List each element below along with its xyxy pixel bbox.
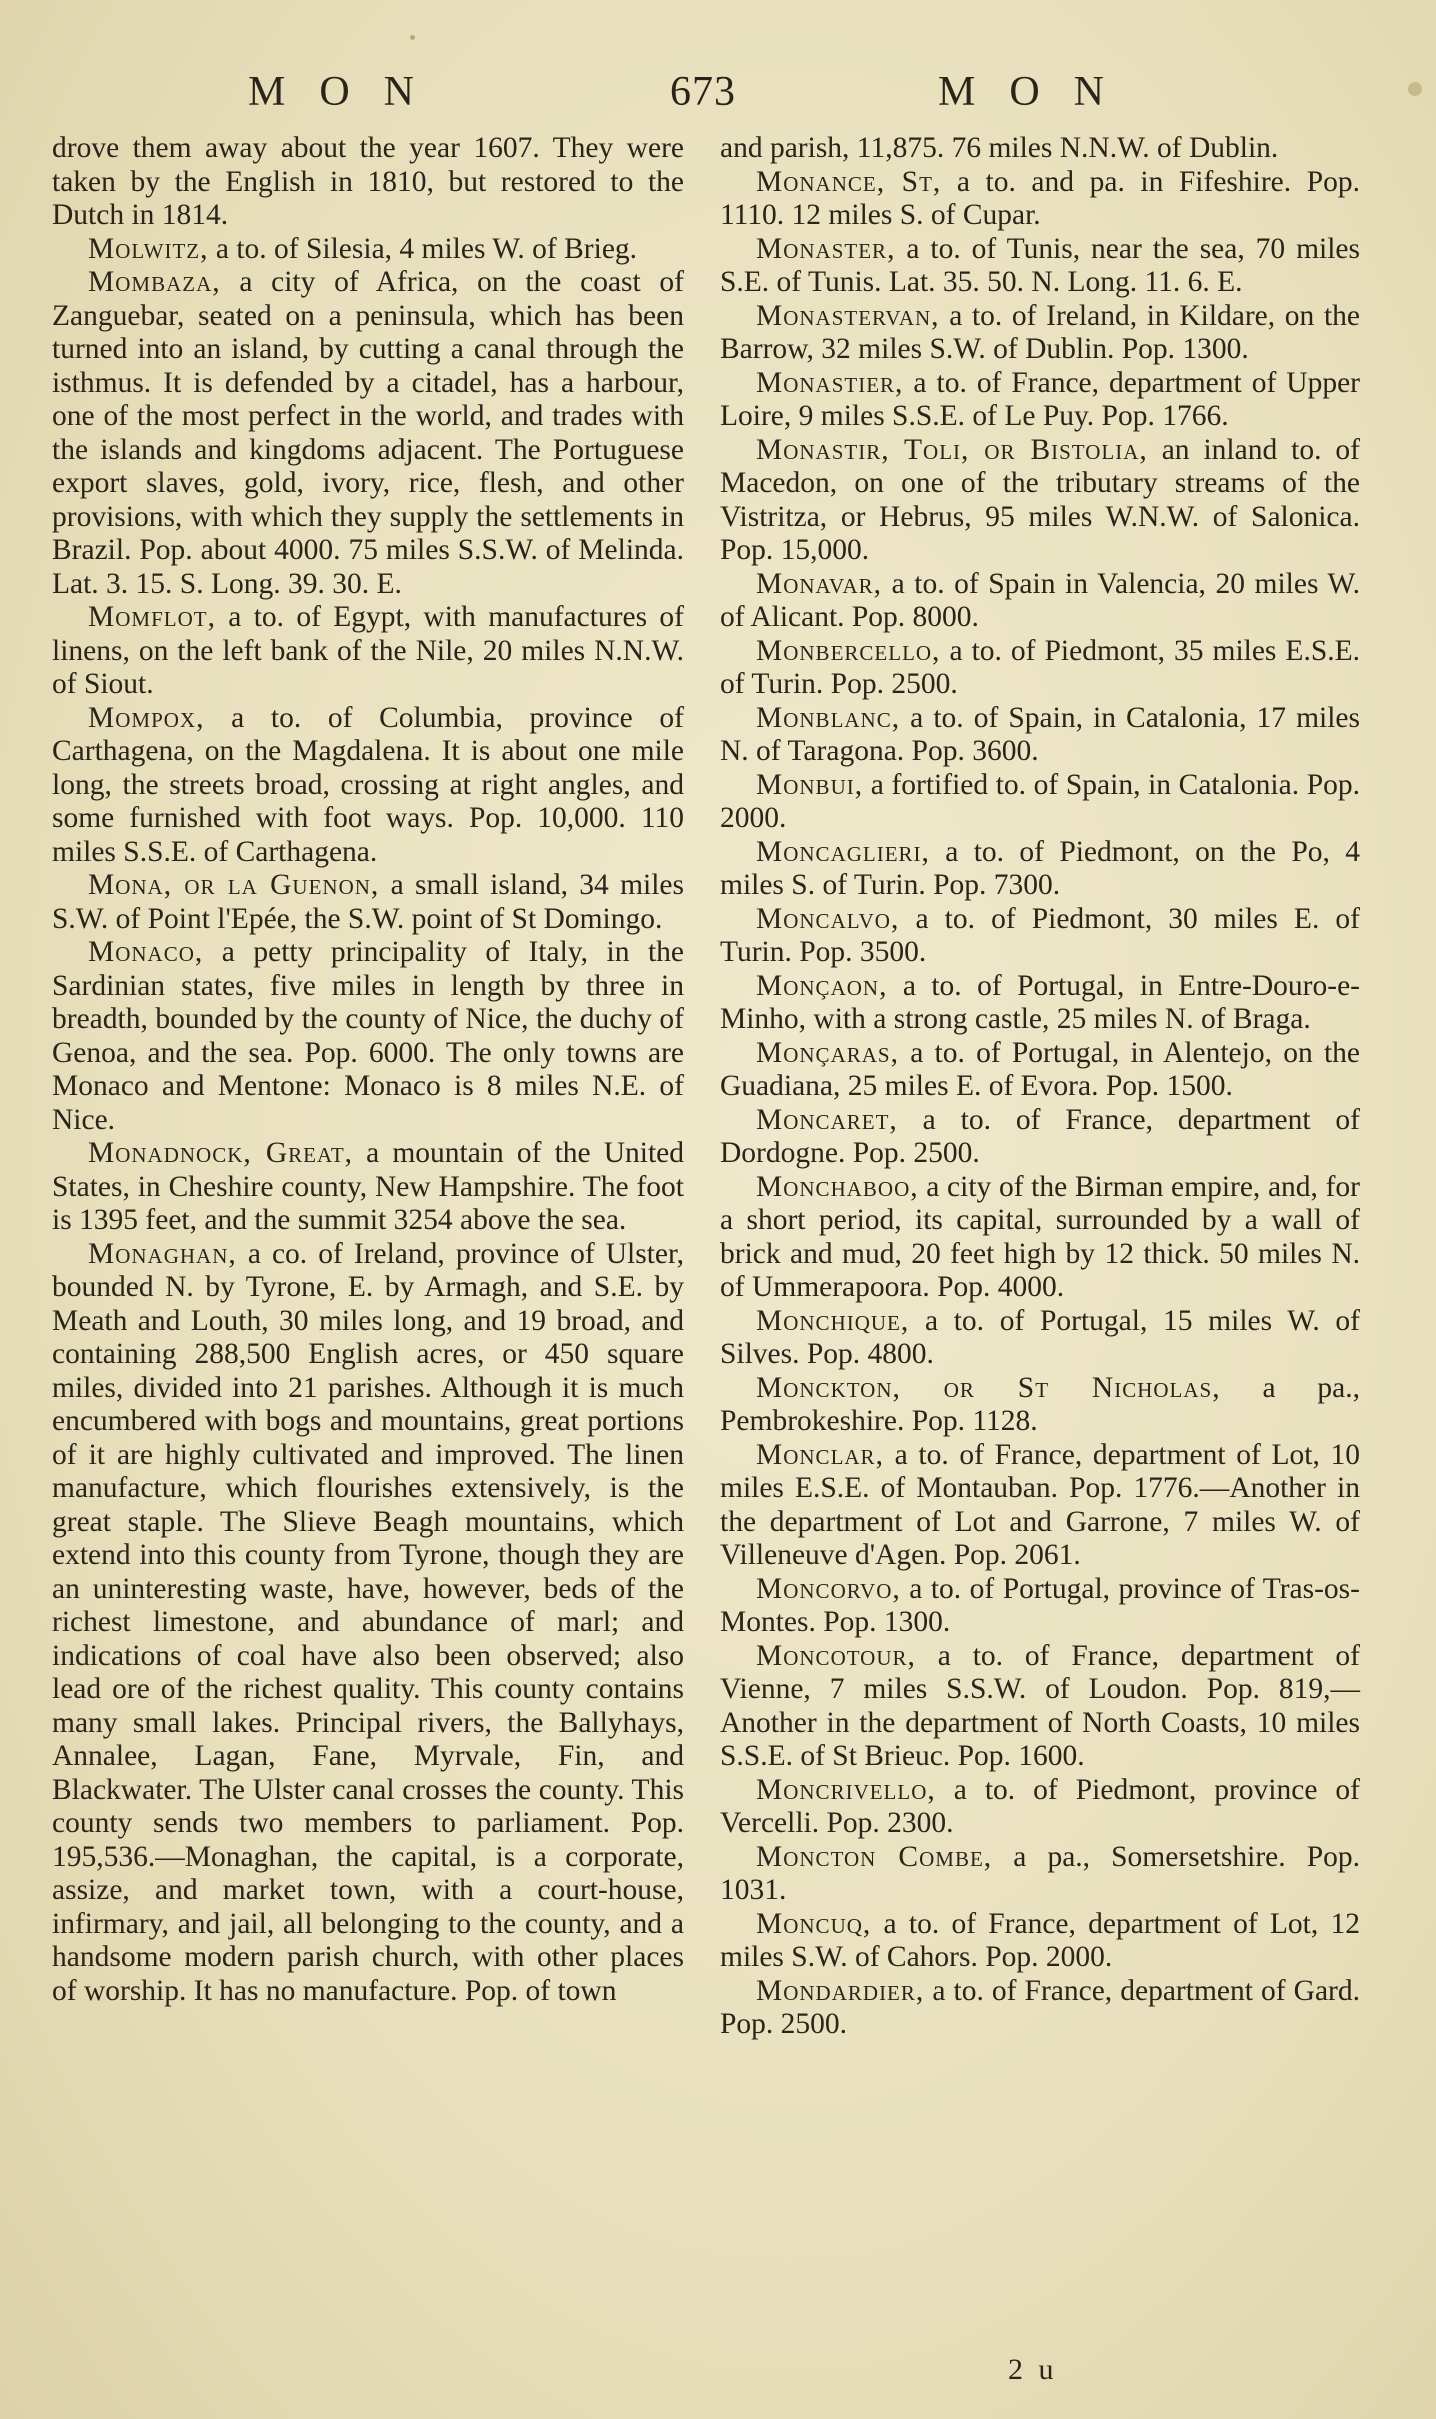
entry-headword: Mombaza, <box>88 266 221 298</box>
gazetteer-entry <box>720 1305 1360 1372</box>
left-column <box>52 132 684 2008</box>
printer-signature: 2 u <box>1008 2353 1058 2386</box>
gazetteer-entry <box>720 635 1360 702</box>
entry-headword: Moncalvo, <box>756 902 900 935</box>
entry-headword: Monaco, <box>88 936 204 968</box>
gazetteer-entry <box>720 1640 1360 1774</box>
gazetteer-entry <box>720 702 1360 769</box>
entry-text: a to. of France, department of Upper Loire, 9 miles S.S.E. of Le Puy. Pop. 1766. <box>720 366 1360 432</box>
gazetteer-entry <box>720 568 1360 635</box>
gazetteer-entry <box>720 970 1360 1037</box>
gazetteer-entry <box>720 166 1360 233</box>
entry-headword: Monchique, <box>756 1304 910 1337</box>
gazetteer-entry <box>720 1975 1360 2042</box>
entry-text: a to. of France, department of Gard. Pop. 2500. <box>720 1974 1360 2040</box>
entry-headword: Monadnock, Great, <box>88 1137 354 1169</box>
header-left-word: MON <box>248 69 449 115</box>
running-header <box>0 68 1436 128</box>
gazetteer-entry <box>720 769 1360 836</box>
entry-headword: Moncaret, <box>756 1103 898 1136</box>
gazetteer-entry <box>720 836 1360 903</box>
entry-text: drove them away about the year 1607. They were taken by the English in 1810, but restored to the Dutch in 1814. <box>52 132 684 231</box>
gazetteer-entry <box>52 1137 684 1238</box>
gazetteer-entry <box>720 1037 1360 1104</box>
entry-text: a to. and pa. in Fifeshire. Pop. 1110. 12 miles S. of Cupar. <box>720 165 1360 231</box>
entry-text: a petty principality of Italy, in the Sardinian states, five miles in length by three in breadth, bounded by the county of Nice, the duchy of Genoa, and the sea. Pop. 6000. The only towns are Monaco and Mentone: Monaco is 8 miles N.E. of Nice. <box>52 936 684 1136</box>
entry-headword: Mona, or la Guenon, <box>88 869 380 901</box>
entry-headword: Moncuq, <box>756 1907 872 1940</box>
entry-headword: Monblanc, <box>756 701 901 734</box>
entry-text: a to. of Ireland, in Kildare, on the Barrow, 32 miles S.W. of Dublin. Pop. 1300. <box>720 299 1360 365</box>
gazetteer-entry <box>52 601 684 702</box>
header-right-word: MON <box>938 69 1139 115</box>
entry-headword: Monbui, <box>756 768 864 801</box>
entry-text: a pa., Somersetshire. Pop. 1031. <box>720 1840 1360 1906</box>
entry-headword: Monchaboo, <box>756 1170 919 1203</box>
gazetteer-entry <box>720 1104 1360 1171</box>
entry-headword: Momflot, <box>88 601 216 633</box>
entry-text: a to. of Piedmont, province of Vercelli. Pop. 2300. <box>720 1773 1360 1839</box>
gazetteer-entry <box>720 1573 1360 1640</box>
entry-text: a to. of Piedmont, 30 miles E. of Turin. Pop. 3500. <box>720 902 1360 968</box>
gazetteer-entry <box>720 1841 1360 1908</box>
entry-text: a to. of Portugal, 15 miles W. of Silves. Pop. 4800. <box>720 1304 1360 1370</box>
gazetteer-entry <box>720 434 1360 568</box>
entry-text: a to. of Tunis, near the sea, 70 miles S.E. of Tunis. Lat. 35. 50. N. Long. 11. 6. E. <box>720 232 1360 298</box>
entry-text: a city of Africa, on the coast of Zanguebar, seated on a peninsula, which has been turned into an island, by cutting a canal through the isthmus. It is defended by a citadel, has a harbour, one of the most perfect in the world, and trades with the islands and kingdoms adjacent. The Portuguese export slaves, gold, ivory, rice, flesh, and other provisions, with which they supply the settlements in Brazil. Pop. about 4000. 75 miles S.S.W. of Melinda. Lat. 3. 15. S. Long. 39. 30. E. <box>52 266 684 600</box>
entry-text: a mountain of the United States, in Cheshire county, New Hampshire. The foot is 1395 feet, and the summit 3254 above the sea. <box>52 1137 684 1236</box>
entry-text: a to. of Portugal, in Alentejo, on the Guadiana, 25 miles E. of Evora. Pop. 1500. <box>720 1036 1360 1102</box>
entry-text: a to. of Portugal, province of Tras-os-Montes. Pop. 1300. <box>720 1572 1360 1638</box>
gazetteer-entry <box>52 1238 684 2009</box>
entry-headword: Monçaon, <box>756 969 888 1002</box>
entry-text: a to. of Piedmont, 35 miles E.S.E. of Turin. Pop. 2500. <box>720 634 1360 700</box>
entry-text: a to. of France, department of Vienne, 7 miles S.S.W. of Loudon. Pop. 819,—Another in the department of North Coasts, 10 miles S.S.E. of St Brieuc. Pop. 1600. <box>720 1639 1360 1772</box>
entry-text: a small island, 34 miles S.W. of Point l'Epée, the S.W. point of St Domingo. <box>52 869 685 935</box>
entry-headword: Monastir, Toli, or Bistolia, <box>756 433 1148 466</box>
entry-headword: Molwitz, <box>88 232 209 265</box>
gazetteer-entry <box>52 132 684 233</box>
gazetteer-entry <box>720 1171 1360 1305</box>
entry-headword: Mompox, <box>88 701 205 734</box>
entry-text: a pa., Pembrokeshire. Pop. 1128. <box>720 1371 1360 1437</box>
entry-headword: Monastervan, <box>756 299 940 332</box>
entry-headword: Moncorvo, <box>756 1572 901 1605</box>
entry-text: a to. of France, department of Dordogne. Pop. 2500. <box>720 1103 1360 1169</box>
gazetteer-entry <box>720 1908 1360 1975</box>
gazetteer-entry <box>720 1372 1360 1439</box>
entry-headword: Monçaras, <box>756 1036 899 1069</box>
gazetteer-entry <box>52 233 684 267</box>
entry-text: a to. of France, department of Lot, 12 miles S.W. of Cahors. Pop. 2000. <box>720 1907 1360 1973</box>
entry-headword: Monclar, <box>756 1438 884 1471</box>
gazetteer-entry <box>52 936 684 1137</box>
gazetteer-entry <box>52 869 684 936</box>
entry-text: a city of the Birman empire, and, for a short period, its capital, surrounded by a wall of brick and mud, 20 feet high by 12 thick. 50 miles N. of Ummerapoora. Pop. 4000. <box>720 1170 1360 1303</box>
entry-text: an inland to. of Macedon, on one of the tributary streams of the Vistritza, or Hebrus, 95 miles W.N.W. of Salonica. Pop. 15,000. <box>720 433 1360 566</box>
entry-headword: Moncrivello, <box>756 1773 936 1806</box>
entry-headword: Mondardier, <box>756 1974 925 2007</box>
entry-headword: Monavar, <box>756 567 883 600</box>
entry-headword: Monbercello, <box>756 634 941 667</box>
entry-text: and parish, 11,875. 76 miles N.N.W. of Dublin. <box>720 132 1279 164</box>
page-number: 673 <box>670 69 736 115</box>
entry-text: a to. of Columbia, province of Carthagena, on the Magdalena. It is about one mile long, the streets broad, crossing at right angles, and some furnished with foot ways. Pop. 10,000. 110 miles S.S.E. of Carthagena. <box>52 701 684 868</box>
entry-text: a co. of Ireland, province of Ulster, bounded N. by Tyrone, E. by Armagh, and S.E. by Meath and Louth, 30 miles long, and 19 broad, and containing 288,500 English acres, or 450 square miles, divided into 21 parishes. Although it is much encumbered with bogs and mountains, great portions of it are highly cultivated and improved. The linen manufacture, which flourishes extensively, is the great staple. The Slieve Beagh mountains, which extend into this county from Tyrone, though they are an uninteresting waste, have, however, beds of the richest limestone, and abundance of marl; and indications of coal have also been observed; also lead ore of the richest quality. This county contains many small lakes. Principal rivers, the Ballyhays, Annalee, Lagan, Fane, Myrvale, Fin, and Blackwater. The Ulster canal crosses the county. This county sends two members to parliament. Pop. 195,536.—Monaghan, the capital, is a corporate, assize, and market town, with a court-house, infirmary, and jail, all belonging to the county, and a handsome modern parish church, with other places of worship. It has no manufacture. Pop. of town <box>52 1237 684 2007</box>
entry-headword: Moncotour, <box>756 1639 916 1672</box>
gazetteer-entry <box>52 266 684 601</box>
entry-text: a to. of Egypt, with manufactures of linens, on the left bank of the Nile, 20 miles N.N.W. of Siout. <box>52 601 684 700</box>
gazetteer-entry <box>720 1439 1360 1573</box>
entry-headword: Moncaglieri, <box>756 835 930 868</box>
ink-speck <box>410 35 415 40</box>
entry-text: a to. of Silesia, 4 miles W. of Brieg. <box>208 232 638 265</box>
entry-text: a to. of Portugal, in Entre-Douro-e-Minho, with a strong castle, 25 miles N. of Braga. <box>720 969 1360 1035</box>
entry-text: a to. of Piedmont, on the Po, 4 miles S. of Turin. Pop. 7300. <box>720 835 1360 901</box>
entry-headword: Moncton Combe, <box>756 1840 993 1873</box>
right-column <box>720 132 1360 2042</box>
gazetteer-entry <box>720 132 1360 166</box>
entry-text: a to. of Spain in Valencia, 20 miles W. of Alicant. Pop. 8000. <box>720 567 1360 633</box>
entry-text: a to. of Spain, in Catalonia, 17 miles N. of Taragona. Pop. 3600. <box>720 701 1360 767</box>
entry-headword: Monckton, or St Nicholas, <box>756 1371 1221 1404</box>
gazetteer-entry <box>720 903 1360 970</box>
entry-headword: Monaghan, <box>88 1237 237 1270</box>
entry-text: a to. of France, department of Lot, 10 miles E.S.E. of Montauban. Pop. 1776.—Another in the department of Lot and Garrone, 7 miles W. of Villeneuve d'Agen. Pop. 2061. <box>720 1438 1360 1571</box>
gazetteer-entry <box>720 233 1360 300</box>
entry-headword: Monaster, <box>756 232 896 265</box>
entry-text: a fortified to. of Spain, in Catalonia. Pop. 2000. <box>720 768 1360 834</box>
gazetteer-entry <box>720 300 1360 367</box>
gazetteer-entry <box>720 1774 1360 1841</box>
gazetteer-entry <box>52 702 684 870</box>
entry-headword: Monance, St, <box>756 165 942 198</box>
gazetteer-entry <box>720 367 1360 434</box>
entry-headword: Monastier, <box>756 366 904 399</box>
